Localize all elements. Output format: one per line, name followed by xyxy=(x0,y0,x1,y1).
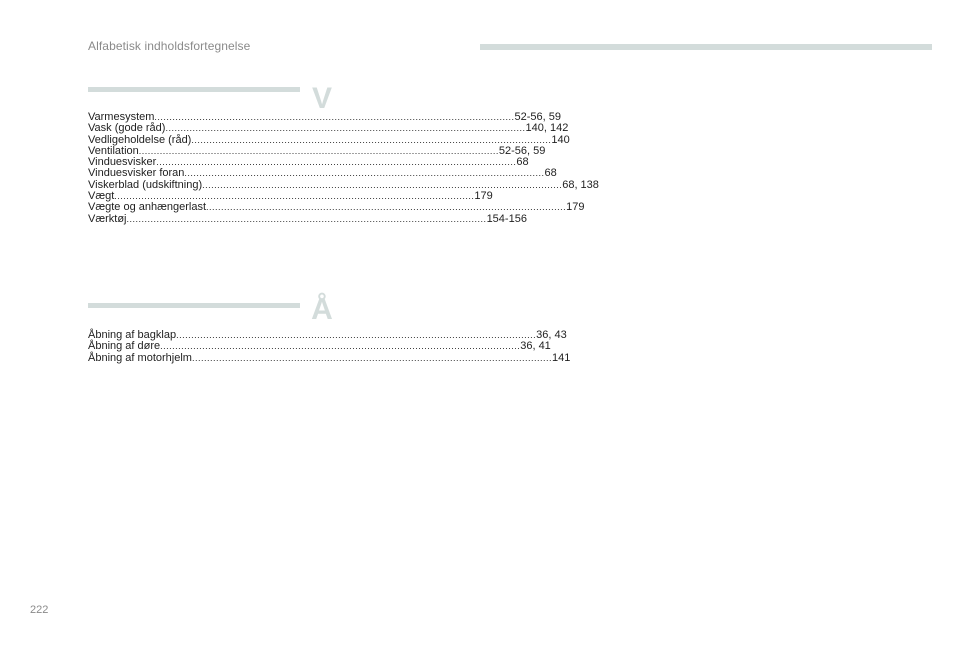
entry-pages: 36, 41 xyxy=(520,340,551,353)
entry-term: Vinduesvisker xyxy=(88,156,157,169)
entry-leader: ........................................................................................................................ xyxy=(138,145,499,156)
entry-term: Åbning af motorhjelm xyxy=(88,351,192,364)
entry-pages: 179 xyxy=(474,190,493,203)
entry-term: Vægt xyxy=(88,190,115,203)
index-entry xyxy=(88,201,585,214)
entry-pages: 140 xyxy=(551,133,570,146)
section-aa-letter: Å xyxy=(311,293,333,326)
entry-leader: ........................................................................................................................ xyxy=(114,191,475,202)
entry-term: Ventilation xyxy=(88,144,139,157)
page-number: 222 xyxy=(30,604,49,616)
entry-pages: 141 xyxy=(552,351,571,364)
entry-pages: 36, 43 xyxy=(536,329,567,341)
entry-leader: ........................................................................................................................ xyxy=(176,330,537,340)
entry-pages: 140, 142 xyxy=(525,122,569,135)
entry-leader: ........................................................................................................................ xyxy=(184,168,545,179)
header-bar xyxy=(480,44,932,50)
entry-leader: ........................................................................................................................ xyxy=(160,341,521,352)
section-v-bar xyxy=(88,87,300,92)
entry-pages: 68 xyxy=(516,156,529,169)
index-entry xyxy=(88,340,551,353)
index-entry xyxy=(88,212,527,225)
section-v-letter: V xyxy=(311,82,332,115)
section-aa-list xyxy=(88,329,571,364)
index-entry xyxy=(88,178,599,191)
entry-term: Vægte og anhængerlast xyxy=(88,201,207,214)
entry-term: Varmesystem xyxy=(88,111,155,123)
entry-term: Vask (gode råd) xyxy=(88,122,166,135)
entry-leader: ........................................................................................................................ xyxy=(156,157,517,168)
index-entry xyxy=(88,351,571,364)
entry-leader: ........................................................................................................................ xyxy=(165,123,526,134)
entry-pages: 68 xyxy=(544,167,557,180)
entry-term: Vedligeholdelse (råd) xyxy=(88,133,192,146)
entry-pages: 68, 138 xyxy=(562,178,599,191)
entry-leader: ........................................................................................................................ xyxy=(126,213,487,224)
entry-pages: 52-56, 59 xyxy=(514,111,561,123)
section-aa-bar xyxy=(88,303,300,308)
entry-leader: ........................................................................................................................ xyxy=(206,202,567,213)
entry-term: Vinduesvisker foran xyxy=(88,167,185,180)
entry-term: Åbning af bagklap xyxy=(88,329,177,341)
entry-leader: ........................................................................................................................ xyxy=(202,179,563,190)
entry-leader: ........................................................................................................................ xyxy=(154,112,515,122)
header-title: Alfabetisk indholdsfortegnelse xyxy=(88,39,251,53)
entry-pages: 179 xyxy=(566,201,585,214)
index-entry xyxy=(88,122,569,135)
entry-pages: 52-56, 59 xyxy=(498,144,546,157)
section-v-list xyxy=(88,111,599,225)
entry-pages: 154-156 xyxy=(486,212,527,225)
entry-leader: ........................................................................................................................ xyxy=(191,352,553,363)
entry-term: Viskerblad (udskiftning) xyxy=(88,178,203,191)
entry-term: Åbning af døre xyxy=(88,340,161,353)
entry-term: Værktøj xyxy=(88,212,127,225)
entry-leader: ........................................................................................................................ xyxy=(191,134,552,145)
